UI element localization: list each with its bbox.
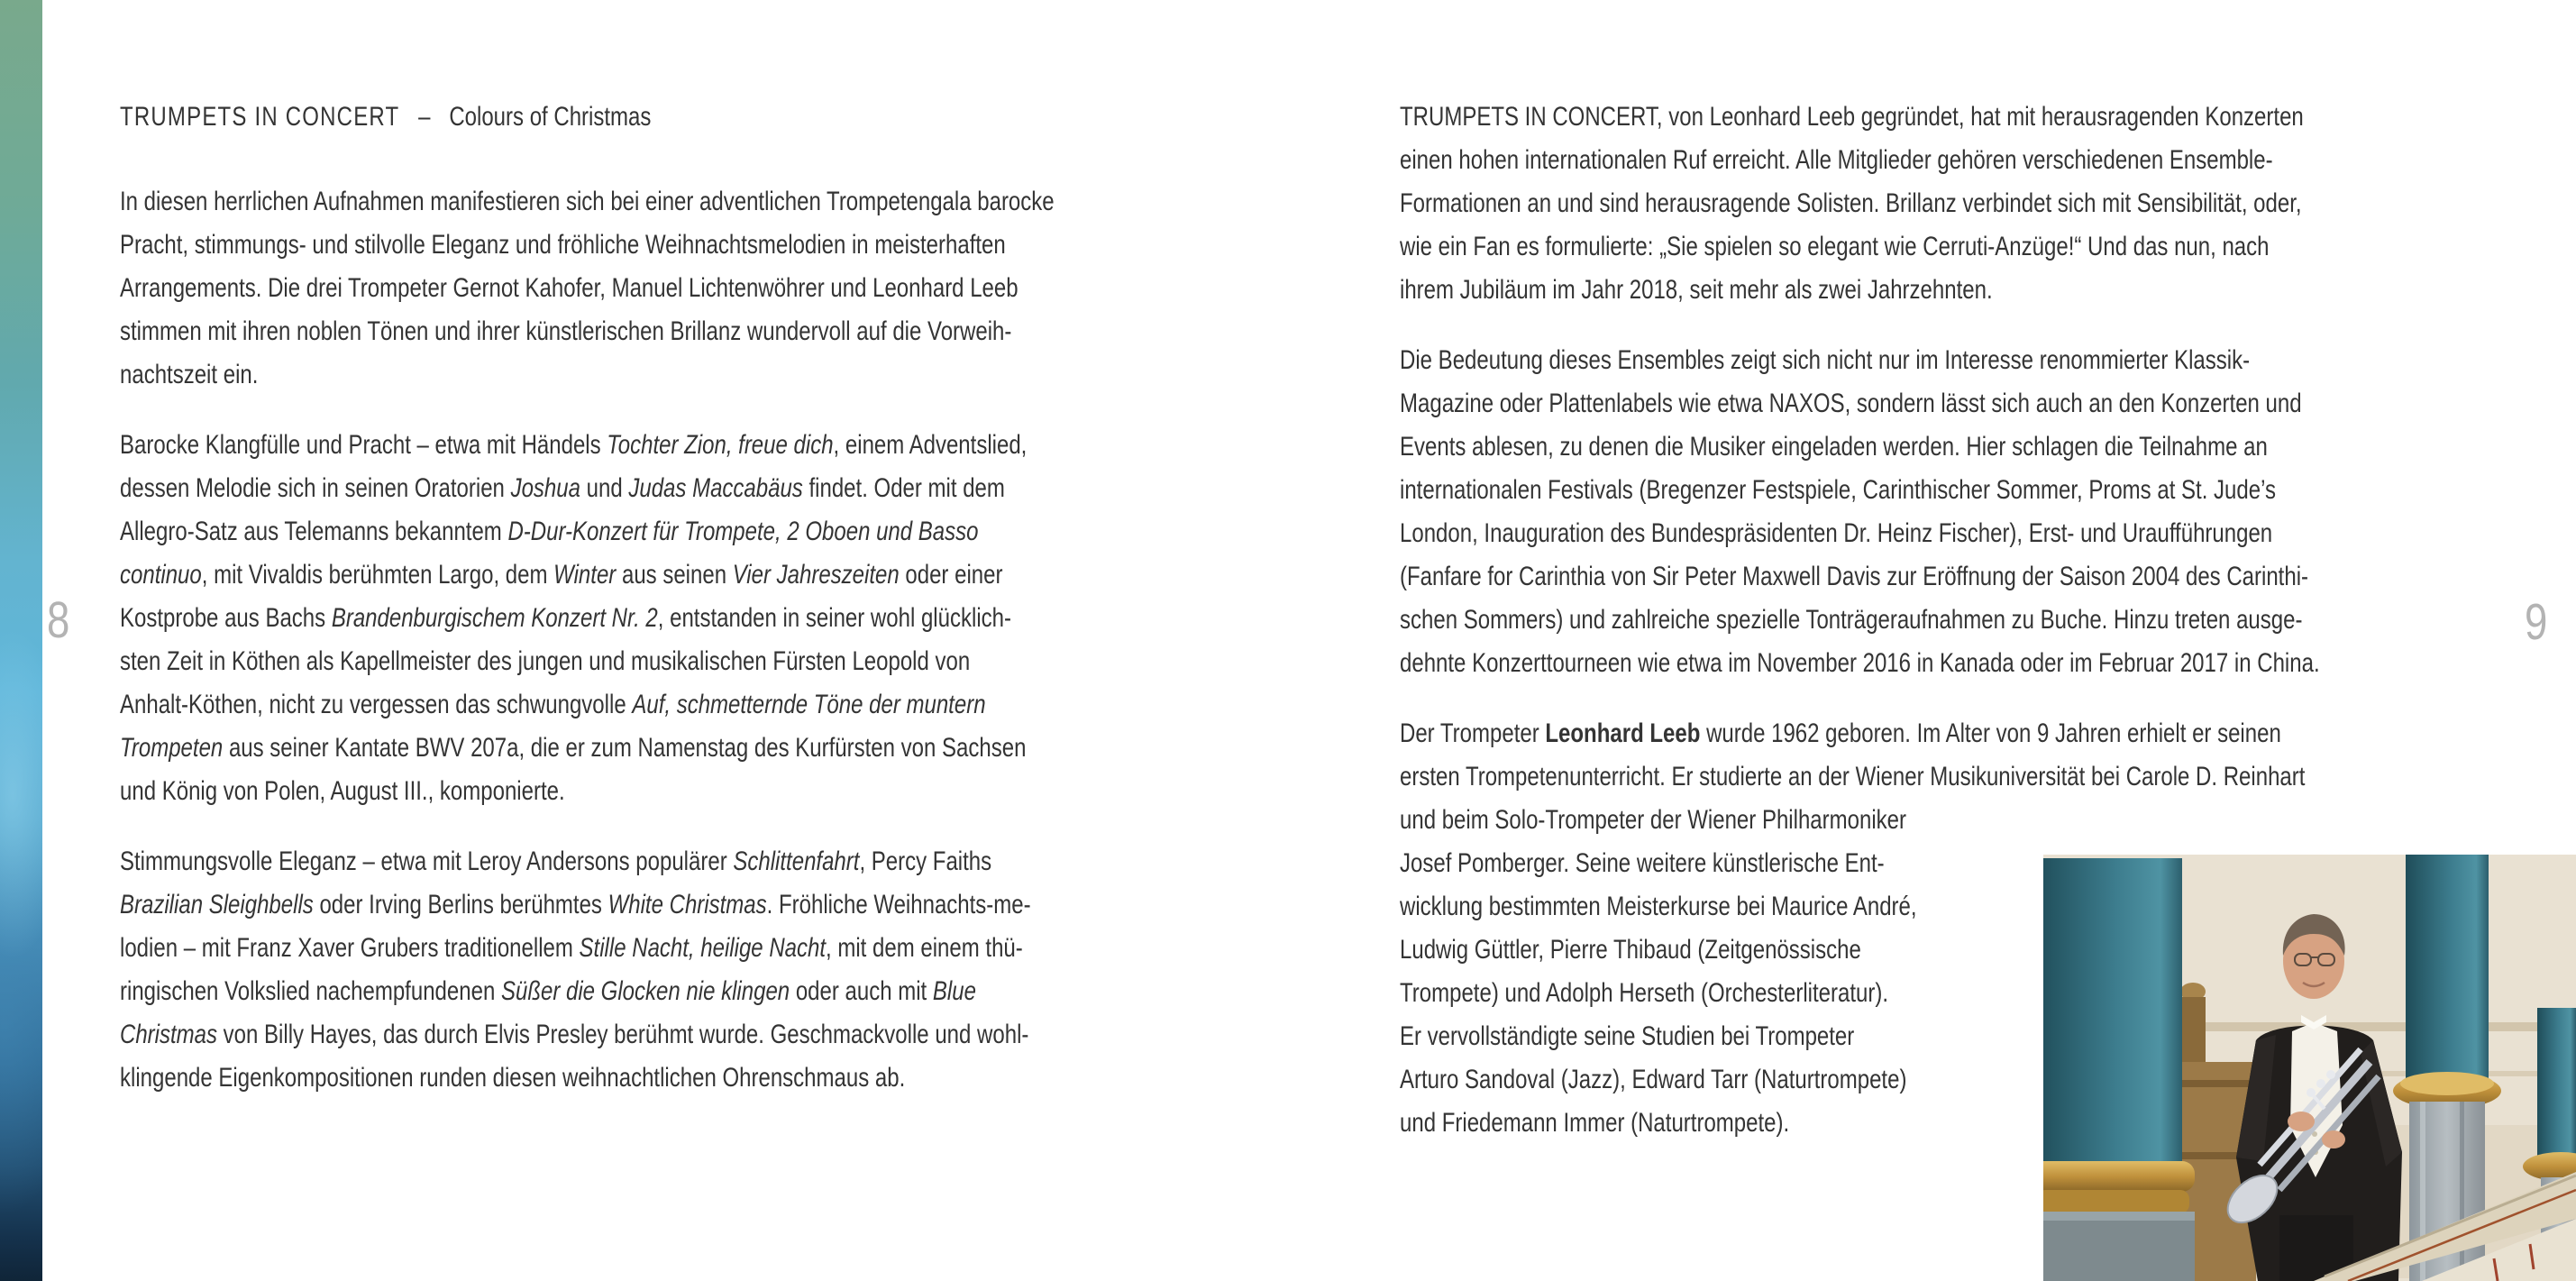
text-line: und König von Polen, August III., komponierte.: [120, 776, 565, 806]
text-line: continuo, mit Vivaldis berühmten Largo, dem Winter aus seinen Vier Jahreszeiten oder einer: [120, 560, 1003, 590]
text-line: ersten Trompetenunterricht. Er studierte an der Wiener Musikuniversität bei Carole D. Reinhart: [1400, 762, 2306, 791]
text-line: Arturo Sandoval (Jazz), Edward Tarr (Naturtrompete): [1400, 1065, 1907, 1094]
text-line: Der Trompeter Leonhard Leeb wurde 1962 geboren. Im Alter von 9 Jahren erhielt er seinen: [1400, 718, 2281, 748]
text-line: sten Zeit in Köthen als Kapellmeister des jungen und musikalischen Fürsten Leopold von: [120, 646, 971, 676]
title-main: TRUMPETS IN CONCERT: [120, 102, 400, 132]
text-line: Die Bedeutung dieses Ensembles zeigt sich nicht nur im Interesse renommierter Klassik-: [1400, 345, 2251, 375]
left-page: [120, 96, 1256, 1127]
paragraph-baroque: [120, 424, 1256, 813]
text-line: einen hohen internationalen Ruf erreicht. Alle Mitglieder gehören verschiedenen Ensemble-: [1400, 145, 2273, 175]
text-line: Barocke Klangfülle und Pracht – etwa mit Händels Tochter Zion, freue dich, einem Adventslied,: [120, 430, 1028, 460]
title-dash: –: [418, 102, 431, 132]
text-line: Kostprobe aus Bachs Brandenburgischem Konzert Nr. 2, entstanden in seiner wohl glücklich-: [120, 603, 1011, 633]
text-line: ihrem Jubiläum im Jahr 2018, seit mehr als zwei Jahrzehnten.: [1400, 275, 1993, 305]
page-number-left: 8: [47, 591, 70, 649]
text-line: Trompete) und Adolph Herseth (Orchesterliteratur).: [1400, 978, 1889, 1008]
text-line: Trompeten aus seiner Kantate BWV 207a, die er zum Namenstag des Kurfürsten von Sachsen: [120, 733, 1027, 763]
text-line: (Fanfare for Carinthia von Sir Peter Maxwell Davis zur Eröffnung der Saison 2004 des Carinthi-: [1400, 562, 2309, 591]
watercolor-edge-strip: [0, 0, 42, 1281]
text-line: Events ablesen, zu denen die Musiker eingeladen werden. Hier schlagen die Teilnahme an: [1400, 432, 2268, 462]
text-line: In diesen herrlichen Aufnahmen manifestieren sich bei einer adventlichen Trompetengala barocke: [120, 187, 1055, 216]
text-line: Magazine oder Plattenlabels wie etwa NAXOS, sondern lässt sich auch an den Konzerten und: [1400, 389, 2302, 418]
text-line: dehnte Konzerttourneen wie etwa im November 2016 in Kanada oder im Februar 2017 in China.: [1400, 648, 2320, 678]
text-line: lodien – mit Franz Xaver Grubers traditionellem Stille Nacht, heilige Nacht, mit dem einem thü-: [120, 933, 1023, 963]
text-line: Arrangements. Die drei Trompeter Gernot Kahofer, Manuel Lichtenwöhrer und Leonhard Leeb: [120, 273, 1019, 303]
text-line: internationalen Festivals (Bregenzer Festspiele, Carinthischer Sommer, Proms at St. Jude’s: [1400, 475, 2276, 505]
text-line: und beim Solo-Trompeter der Wiener Philharmoniker: [1400, 805, 1907, 835]
text-line: und Friedemann Immer (Naturtrompete).: [1400, 1108, 1790, 1138]
text-line: stimmen mit ihren noblen Tönen und ihrer künstlerischen Brillanz wundervoll auf die Vorweih-: [120, 316, 1012, 346]
column-left: [2043, 858, 2195, 1281]
text-line: klingende Eigenkompositionen runden diesen weihnachtlichen Ohrenschmaus ab.: [120, 1063, 906, 1093]
title-subtitle: Colours of Christmas: [449, 102, 652, 132]
text-line: Pracht, stimmungs- und stilvolle Eleganz und fröhliche Weihnachtsmelodien in meisterhaften: [120, 230, 1006, 260]
text-line: nachtszeit ein.: [120, 360, 259, 389]
page-number-right: 9: [2525, 593, 2548, 651]
text-line: ringischen Volkslied nachempfundenen Süßer die Glocken nie klingen oder auch mit Blue: [120, 976, 976, 1006]
paragraph-intro: [120, 180, 1256, 397]
text-line: Anhalt-Köthen, nicht zu vergessen das schwungvolle Auf, schmetternde Töne der muntern: [120, 690, 986, 719]
text-line: Allegro-Satz aus Telemanns bekanntem D-Dur-Konzert für Trompete, 2 Oboen und Basso: [120, 517, 979, 546]
text-line: London, Inauguration des Bundespräsidenten Dr. Heinz Fischer), Erst- und Uraufführungen: [1400, 518, 2273, 548]
booklet-title: [120, 96, 1028, 139]
text-line: wicklung bestimmten Meisterkurse bei Maurice André,: [1400, 892, 1917, 921]
paragraph-significance: [1400, 339, 2553, 685]
text-line: schen Sommers) und zahlreiche spezielle Tonträgeraufnahmen zu Buche. Hinzu treten ausge-: [1400, 605, 2303, 635]
text-line: TRUMPETS IN CONCERT, von Leonhard Leeb gegründet, hat mit herausragenden Konzerten: [1400, 102, 2304, 132]
text-line: Brazilian Sleighbells oder Irving Berlins berühmtes White Christmas. Fröhliche Weihnachts-me-: [120, 890, 1031, 920]
text-line: Formationen an und sind herausragende Solisten. Brillanz verbindet sich mit Sensibilität, oder,: [1400, 188, 2302, 218]
text-line: dessen Melodie sich in seinen Oratorien Joshua und Judas Maccabäus findet. Oder mit dem: [120, 473, 1005, 503]
paragraph-ensemble: [1400, 96, 2553, 312]
paragraph-elegance: [120, 840, 1256, 1100]
text-line: Er vervollständigte seine Studien bei Trompeter: [1400, 1021, 1855, 1051]
text-line: Christmas von Billy Hayes, das durch Elvis Presley berühmt wurde. Geschmackvolle und wohl-: [120, 1020, 1029, 1049]
text-line: Ludwig Güttler, Pierre Thibaud (Zeitgenössische: [1400, 935, 1861, 965]
text-line: Josef Pomberger. Seine weitere künstlerische Ent-: [1400, 848, 1885, 878]
text-line: Stimmungsvolle Eleganz – etwa mit Leroy Andersons populärer Schlittenfahrt, Percy Faiths: [120, 846, 992, 876]
text-line: wie ein Fan es formulierte: „Sie spielen so elegant wie Cerruti-Anzüge!“ Und das nun, nach: [1400, 232, 2270, 261]
leonhard-leeb-photo: [2043, 855, 2576, 1281]
